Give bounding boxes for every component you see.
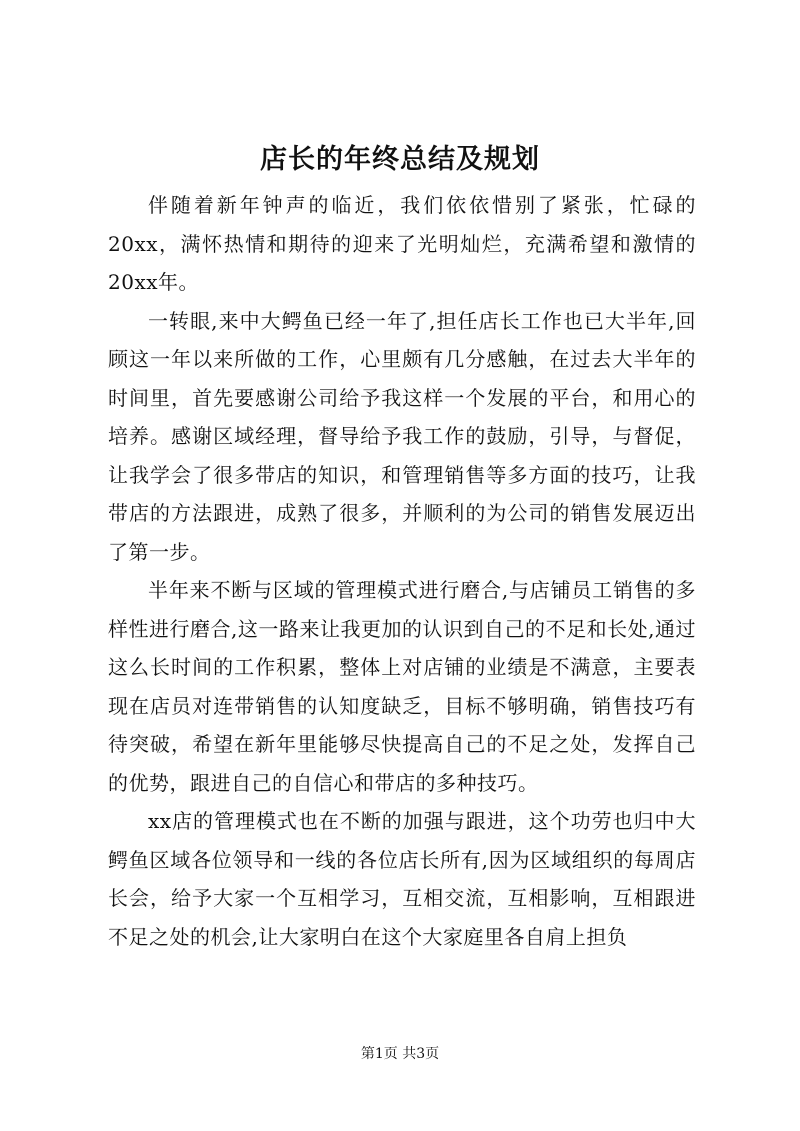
- document-body: [108, 186, 696, 956]
- page-number-footer: 第1页 共3页: [360, 1046, 440, 1062]
- paragraph-1: 伴随着新年钟声的临近，我们依依惜别了紧张，忙碌的20xx，满怀热情和期待的迎来了光明灿烂，充满希望和激情的20xx年。: [108, 193, 696, 294]
- document-title: 店长的年终总结及规划: [260, 144, 540, 175]
- paragraph-3: 半年来不断与区域的管理模式进行磨合,与店铺员工销售的多样性进行磨合,这一路来让我更加的认识到自己的不足和长处,通过这么长时间的工作积累，整体上对店铺的业绩是不满意，主要表现在店员对连带销售的认知度缺乏，目标不够明确，销售技巧有待突破，希望在新年里能够尽快提高自己的不足之处，发挥自己的优势，跟进自己的自信心和带店的多种技巧。: [108, 578, 696, 795]
- paragraph-2: 一转眼,来中大鳄鱼已经一年了,担任店长工作也已大半年,回顾这一年以来所做的工作，心里颇有几分感触，在过去大半年的时间里，首先要感谢公司给予我这样一个发展的平台，和用心的培养。感谢区域经理，督导给予我工作的鼓励，引导，与督促，让我学会了很多带店的知识，和管理销售等多方面的技巧，让我带店的方法跟进，成熟了很多，并顺利的为公司的销售发展迈出了第一步。: [108, 308, 696, 564]
- paragraph-4: xx店的管理模式也在不断的加强与跟进，这个功劳也归中大鳄鱼区域各位领导和一线的各位店长所有,因为区域组织的每周店长会，给予大家一个互相学习，互相交流，互相影响，互相跟进不足之处的机会,让大家明白在这个大家庭里各自肩上担负: [108, 809, 696, 949]
